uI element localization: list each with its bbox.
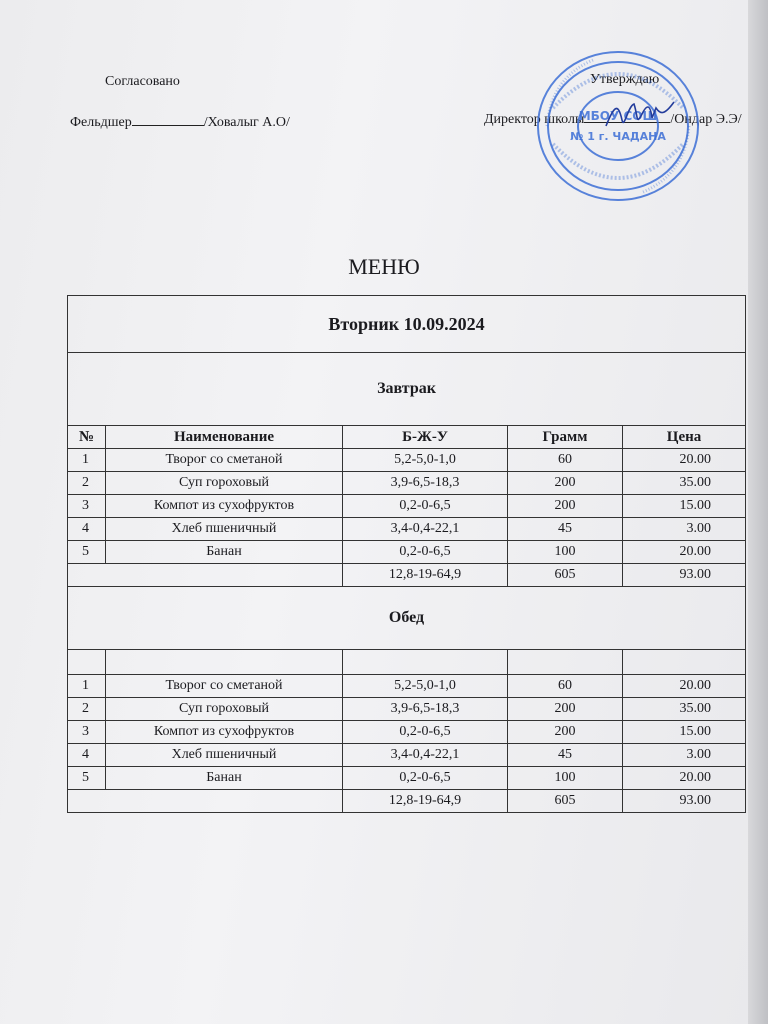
total-price: 93.00 — [623, 790, 746, 813]
confirm-label: Утверждаю — [590, 72, 660, 87]
stamp-text-bottom: № 1 г. ЧАДАНА — [570, 130, 666, 143]
blank-cell — [623, 650, 746, 675]
approved-label: Согласовано — [105, 74, 180, 89]
dish-price: 3.00 — [623, 518, 746, 541]
medic-prefix: Фельдшер — [70, 115, 132, 130]
dish-gram: 200 — [508, 495, 623, 518]
total-gram: 605 — [508, 790, 623, 813]
total-row — [68, 790, 746, 813]
dish-name: Суп гороховый — [106, 472, 343, 495]
table-row — [68, 518, 746, 541]
table-row — [68, 449, 746, 472]
dish-name: Творог со сметаной — [106, 675, 343, 698]
total-blank — [68, 564, 343, 587]
dish-gram: 60 — [508, 449, 623, 472]
table-row — [68, 767, 746, 790]
row-number: 3 — [68, 721, 106, 744]
dish-bju: 0,2-0-6,5 — [343, 541, 508, 564]
row-number: 2 — [68, 698, 106, 721]
blank-cell — [508, 650, 623, 675]
row-number: 1 — [68, 675, 106, 698]
medic-name: /Ховалыг А.О/ — [203, 115, 290, 130]
dish-bju: 3,9-6,5-18,3 — [343, 698, 508, 721]
table-row — [68, 541, 746, 564]
breakfast-section-row — [68, 353, 746, 426]
dish-name: Банан — [106, 541, 343, 564]
director-prefix: Директор школы — [484, 112, 585, 127]
col-header-number: № — [68, 426, 106, 449]
row-number: 2 — [68, 472, 106, 495]
table-row — [68, 744, 746, 767]
dish-bju: 3,9-6,5-18,3 — [343, 472, 508, 495]
blank-header-row — [68, 650, 746, 675]
total-bju: 12,8-19-64,9 — [343, 564, 508, 587]
lunch-section-row — [68, 587, 746, 650]
stamp-text-top: МБОУ СОШ — [578, 109, 658, 123]
total-bju: 12,8-19-64,9 — [343, 790, 508, 813]
column-header-row — [68, 426, 746, 449]
dish-gram: 60 — [508, 675, 623, 698]
dish-price: 35.00 — [623, 698, 746, 721]
table-row — [68, 721, 746, 744]
dish-price: 20.00 — [623, 767, 746, 790]
row-number: 1 — [68, 449, 106, 472]
dish-bju: 0,2-0-6,5 — [343, 767, 508, 790]
menu-title: МЕНЮ — [348, 254, 420, 279]
total-blank — [68, 790, 343, 813]
dish-price: 15.00 — [623, 495, 746, 518]
dish-name: Хлеб пшеничный — [106, 518, 343, 541]
signature-underline — [132, 113, 204, 126]
dish-bju: 0,2-0-6,5 — [343, 721, 508, 744]
col-header-name: Наименование — [106, 426, 343, 449]
row-number: 3 — [68, 495, 106, 518]
dish-gram: 45 — [508, 744, 623, 767]
row-number: 4 — [68, 744, 106, 767]
blank-cell — [106, 650, 343, 675]
dish-gram: 100 — [508, 767, 623, 790]
dish-bju: 5,2-5,0-1,0 — [343, 675, 508, 698]
dish-name: Банан — [106, 767, 343, 790]
dish-price: 15.00 — [623, 721, 746, 744]
total-price: 93.00 — [623, 564, 746, 587]
dish-name: Компот из сухофруктов — [106, 495, 343, 518]
row-number: 5 — [68, 767, 106, 790]
blank-cell — [68, 650, 106, 675]
day-title: Вторник 10.09.2024 — [68, 296, 746, 353]
paper-edge — [748, 0, 768, 1024]
menu-table — [67, 295, 746, 813]
table-row — [68, 698, 746, 721]
dish-bju: 0,2-0-6,5 — [343, 495, 508, 518]
day-row — [68, 296, 746, 353]
dish-price: 35.00 — [623, 472, 746, 495]
col-header-price: Цена — [623, 426, 746, 449]
dish-gram: 200 — [508, 721, 623, 744]
dish-price: 20.00 — [623, 675, 746, 698]
director-name: /Ондар Э.Э/ — [670, 112, 742, 127]
dish-gram: 45 — [508, 518, 623, 541]
dish-name: Творог со сметаной — [106, 449, 343, 472]
dish-bju: 5,2-5,0-1,0 — [343, 449, 508, 472]
dish-price: 20.00 — [623, 541, 746, 564]
row-number: 5 — [68, 541, 106, 564]
col-header-bju: Б-Ж-У — [343, 426, 508, 449]
dish-gram: 200 — [508, 472, 623, 495]
dish-gram: 200 — [508, 698, 623, 721]
dish-gram: 100 — [508, 541, 623, 564]
dish-price: 3.00 — [623, 744, 746, 767]
dish-bju: 3,4-0,4-22,1 — [343, 744, 508, 767]
dish-name: Компот из сухофруктов — [106, 721, 343, 744]
medic-signature-line — [70, 113, 290, 131]
dish-price: 20.00 — [623, 449, 746, 472]
row-number: 4 — [68, 518, 106, 541]
dish-bju: 3,4-0,4-22,1 — [343, 518, 508, 541]
dish-name: Суп гороховый — [106, 698, 343, 721]
blank-cell — [343, 650, 508, 675]
dish-name: Хлеб пшеничный — [106, 744, 343, 767]
total-gram: 605 — [508, 564, 623, 587]
breakfast-label: Завтрак — [68, 353, 746, 426]
lunch-label: Обед — [68, 587, 746, 650]
table-row — [68, 675, 746, 698]
director-signature — [600, 96, 680, 136]
table-row — [68, 472, 746, 495]
col-header-gram: Грамм — [508, 426, 623, 449]
total-row — [68, 564, 746, 587]
table-row — [68, 495, 746, 518]
